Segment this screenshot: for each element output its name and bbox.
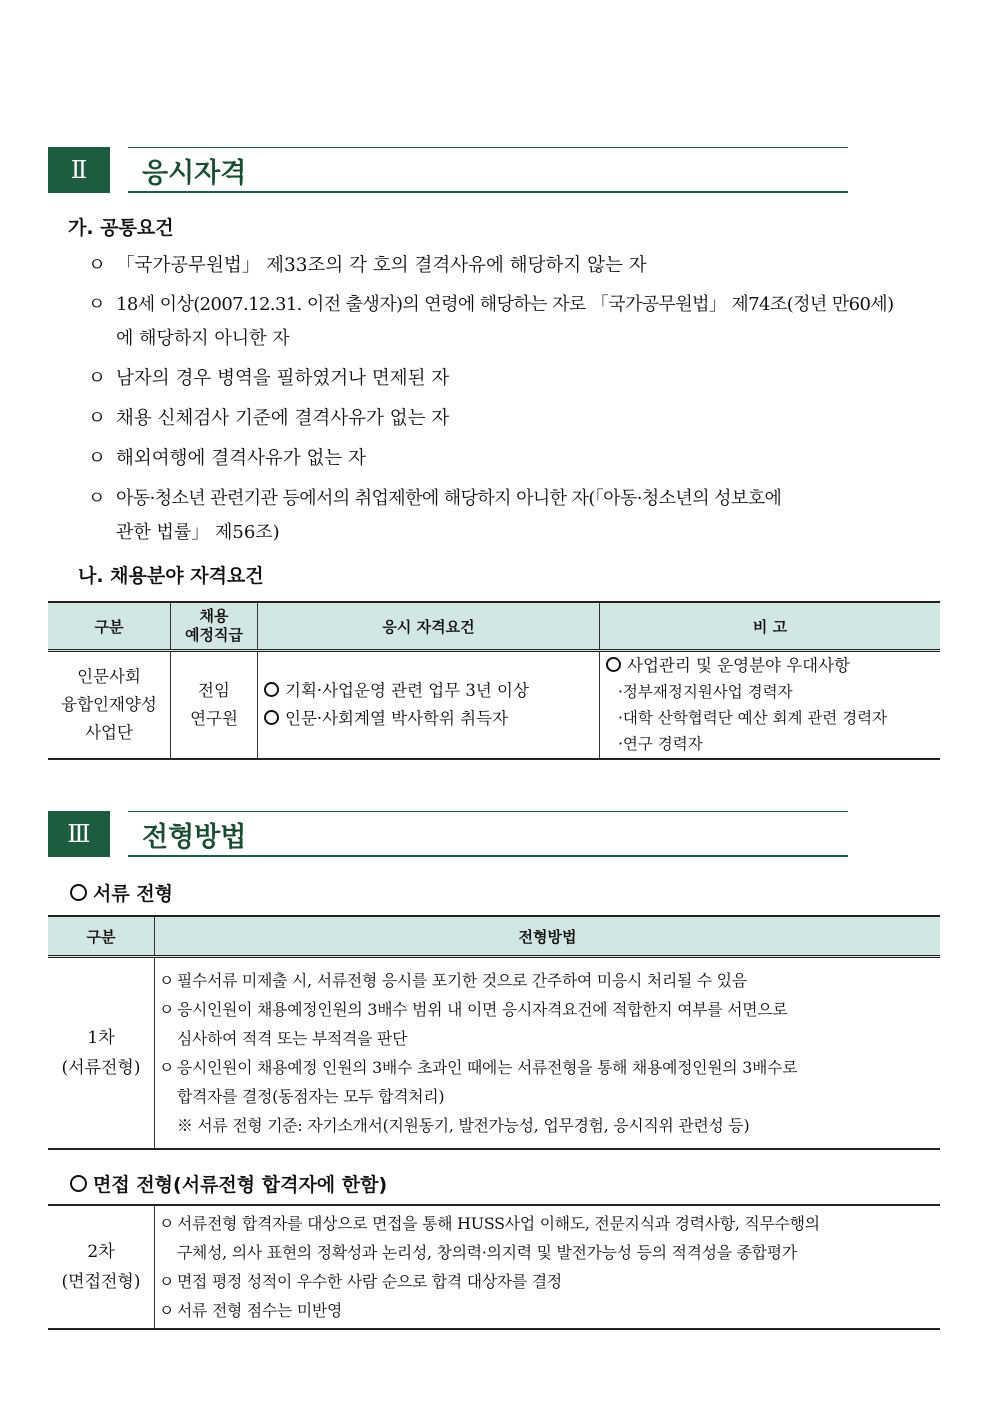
subheading-common: 가. 공통요건	[68, 217, 174, 239]
subheading-text: 서류 전형	[93, 883, 174, 905]
list-item	[88, 442, 958, 476]
section-number: Ⅲ	[48, 811, 110, 857]
bullet: ㅇ	[159, 970, 175, 990]
table-row	[48, 957, 940, 1149]
cell-line: 2차	[87, 1242, 115, 1262]
bullet: ㅇ	[159, 999, 175, 1019]
cell-line: 전임	[198, 680, 230, 700]
item-text-cont: 에 해당하지 아니한 자	[116, 328, 290, 349]
item-text: 아동·청소년 관련기관 등에서의 취업제한에 해당하지 아니한 자(「아동·청소년의 성보호에	[116, 488, 782, 509]
cell-line: 1차	[87, 1027, 115, 1048]
section-header-2	[48, 147, 848, 193]
circle-bullet-icon	[70, 1175, 87, 1192]
section-title: 전형방법	[142, 822, 247, 853]
subheading-document	[70, 879, 173, 906]
bullet: ㅇ	[88, 448, 106, 469]
bullet: ㅇ	[88, 368, 106, 389]
bullet: ㅇ	[88, 255, 106, 276]
item-text: 채용 신체검사 기준에 결격사유가 없는 자	[116, 408, 450, 429]
item-text: 18세 이상(2007.12.31. 이전 출생자)의 연령에 해당하는 자로 「국가공무원법」 제74조(정년 만60세)	[116, 294, 894, 315]
method-line: 응시인원이 채용예정 인원의 3배수 초과인 때에는 서류전형을 통해 채용예정인원의 3배수로	[177, 1057, 798, 1077]
divider	[128, 855, 848, 857]
cell-line: 융합인재양성	[61, 694, 157, 714]
col-header: 전형방법	[155, 916, 941, 957]
cell-line: (면접전형)	[61, 1272, 141, 1292]
remark: ·연구 경력자	[618, 734, 703, 753]
division-cell	[48, 651, 171, 759]
bullet: ㅇ	[159, 1057, 175, 1077]
stage-cell	[48, 1205, 155, 1329]
list-item	[88, 362, 958, 396]
item-text-cont: 관한 법률」 제56조)	[116, 522, 280, 543]
remarks-head: 사업관리 및 운영분야 우대사항	[627, 655, 850, 675]
divider	[128, 147, 848, 148]
document-screening-table	[48, 915, 940, 1150]
remark: ·정부재정지원사업 경력자	[618, 682, 793, 701]
cell-line: (서류전형)	[61, 1057, 141, 1078]
method-cell	[155, 957, 941, 1149]
criteria-note: ※ 서류 전형 기준: 자기소개서(지원동기, 발전가능성, 업무경험, 응시직위 관련성 등)	[177, 1115, 750, 1135]
subheading-interview	[70, 1170, 387, 1197]
col-header: 채용 예정직급	[171, 602, 258, 651]
bullet: ㅇ	[88, 488, 106, 509]
bullet: ㅇ	[88, 408, 106, 429]
method-line: 합격자를 결정(동점자는 모두 합격처리)	[177, 1086, 445, 1106]
col-header: 구분	[48, 916, 155, 957]
method-line: 응시인원이 채용예정인원의 3배수 범위 내 이면 응시자격요건에 적합한지 여부를 서면으로	[177, 999, 788, 1019]
qualification-table	[48, 601, 940, 760]
cell-line: 사업단	[85, 722, 133, 742]
requirement: 인문·사회계열 박사학위 취득자	[285, 708, 508, 728]
divider	[128, 191, 848, 193]
col-header: 응시 자격요건	[258, 602, 600, 651]
cell-line: 인문사회	[77, 666, 141, 686]
cell-line: 연구원	[190, 708, 238, 728]
grade-cell	[171, 651, 258, 759]
section-title: 응시자격	[142, 158, 247, 189]
col-header: 비 고	[600, 602, 941, 651]
method-line: 심사하여 적격 또는 부적격을 판단	[177, 1028, 408, 1048]
method-line: 구체성, 의사 표현의 정확성과 논리성, 창의력·의지력 및 발전가능성 등의 적격성을 종합평가	[177, 1243, 797, 1262]
interview-table	[48, 1204, 940, 1330]
list-item	[88, 249, 958, 283]
item-text: 「국가공무원법」 제33조의 각 호의 결격사유에 해당하지 않는 자	[116, 255, 647, 276]
subheading-field: 나. 채용분야 자격요건	[78, 565, 264, 587]
circle-bullet-icon	[264, 710, 279, 725]
remarks-cell	[600, 651, 941, 759]
requirements-cell	[258, 651, 600, 759]
item-text: 남자의 경우 병역을 필하였거나 면제된 자	[116, 368, 450, 389]
subheading-text: 면접 전형(서류전형 합격자에 한함)	[93, 1174, 388, 1196]
list-item	[88, 482, 958, 550]
circle-bullet-icon	[264, 682, 279, 697]
circle-bullet-icon	[606, 657, 621, 672]
section-number: Ⅱ	[48, 147, 110, 193]
col-header: 구분	[48, 602, 171, 651]
requirement: 기획·사업운영 관련 업무 3년 이상	[285, 680, 529, 700]
bullet: ㅇ	[159, 1272, 175, 1291]
method-line: 면접 평정 성적이 우수한 사람 순으로 합격 대상자를 결정	[177, 1272, 562, 1291]
method-line: 서류 전형 점수는 미반영	[177, 1301, 343, 1320]
circle-bullet-icon	[70, 884, 87, 901]
method-line: 서류전형 합격자를 대상으로 면접을 통해 HUSS사업 이해도, 전문지식과 경력사항, 직무수행의	[177, 1214, 820, 1233]
method-line: 필수서류 미제출 시, 서류전형 응시를 포기한 것으로 간주하여 미응시 처리될 수 있음	[177, 970, 747, 990]
remark: ·대학 산학협력단 예산 회계 관련 경력자	[618, 708, 888, 727]
bullet: ㅇ	[159, 1214, 175, 1233]
section-header-3	[48, 811, 848, 857]
method-cell	[155, 1205, 941, 1329]
bullet: ㅇ	[88, 294, 106, 315]
bullet: ㅇ	[159, 1301, 175, 1320]
stage-cell	[48, 957, 155, 1149]
divider	[128, 811, 848, 812]
item-text: 해외여행에 결격사유가 없는 자	[116, 448, 366, 469]
table-row	[48, 1205, 940, 1329]
list-item	[88, 402, 958, 436]
list-item	[88, 288, 958, 356]
table-row	[48, 651, 940, 759]
